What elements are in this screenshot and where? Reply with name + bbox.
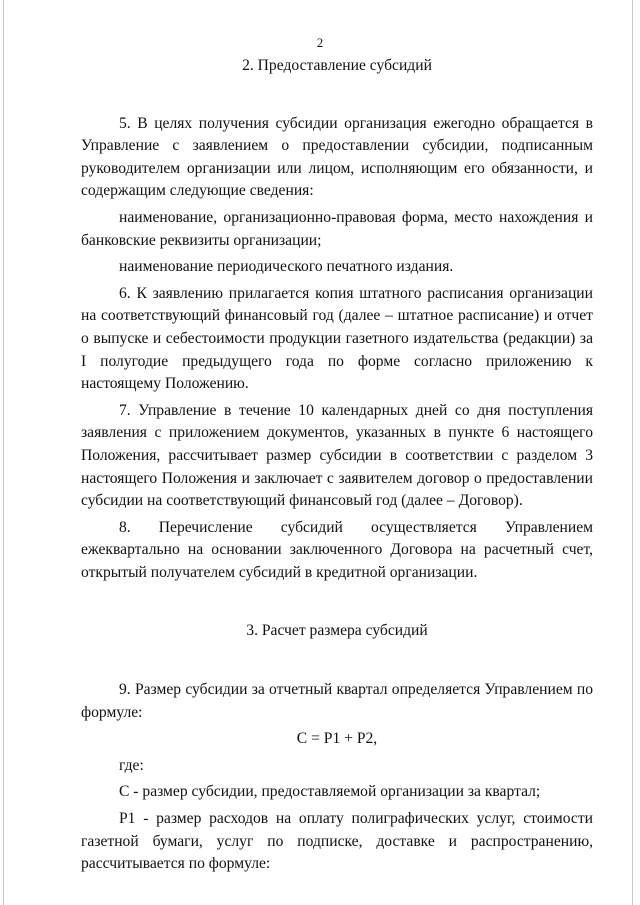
paragraph-9: 9. Размер субсидии за отчетный квартал определяется Управлением по формуле: <box>81 681 593 721</box>
paragraph-7: 7. Управление в течение 10 календарных дней со дня поступления заявления с приложением документов, указанных в пункте 6 настоящего Положения, рассчитывает размер субсидии в соответствии с разделом 3 настоящего Положения и заключает с заявителем договор о предоставлении субсидии на соответствующий финансовый год (далее – Договор). <box>81 401 593 510</box>
definition-p1: Р1 - размер расходов на оплату полиграфических услуг, стоимости газетной бумаги, услуг по подписке, доставке и распространению, рассчитывается по формуле: <box>81 810 593 873</box>
paragraph-5-item-2: наименование периодического печатного издания. <box>119 258 454 276</box>
spacer <box>81 78 593 113</box>
section-3-title: 3. Расчет размера субсидий <box>246 622 428 640</box>
document-body <box>81 55 593 876</box>
where-label: где: <box>119 756 144 774</box>
paragraph-8: 8. Перечисление субсидий осуществляется Управлением ежеквартально на основании заключенного Договора на расчетный счет, открытый получателем субсидий в кредитной организации. <box>81 518 593 581</box>
page-number: 2 <box>316 36 324 50</box>
spacer <box>81 643 593 679</box>
paragraph-6: 6. К заявлению прилагается копия штатного расписания организации на соответствующий финансовый год (далее – штатное расписание) и отчет о выпуске и себестоимости продукции газетного издательства (редакции) за I полугодие предыдущего года по форме согласно приложению к настоящему Положению. <box>81 284 593 393</box>
spacer <box>81 584 593 620</box>
scan-edge-right <box>632 0 633 905</box>
definition-c: С - размер субсидии, предоставляемой организации за квартал; <box>119 783 541 801</box>
section-2-title: 2. Предоставление субсидий <box>242 57 432 74</box>
formula: С = Р1 + Р2, <box>296 730 378 748</box>
paragraph-5-item-1: наименование, организационно-правовая форма, место нахождения и банковские реквизиты организации; <box>81 208 593 249</box>
scan-edge-left <box>3 0 4 905</box>
paragraph-5: 5. В целях получения субсидии организация ежегодно обращается в Управление с заявлением о предоставлении субсидии, подписанным руководителем организации или лицом, исполняющим его обязанности, и содержащим следующие сведения: <box>81 114 593 200</box>
